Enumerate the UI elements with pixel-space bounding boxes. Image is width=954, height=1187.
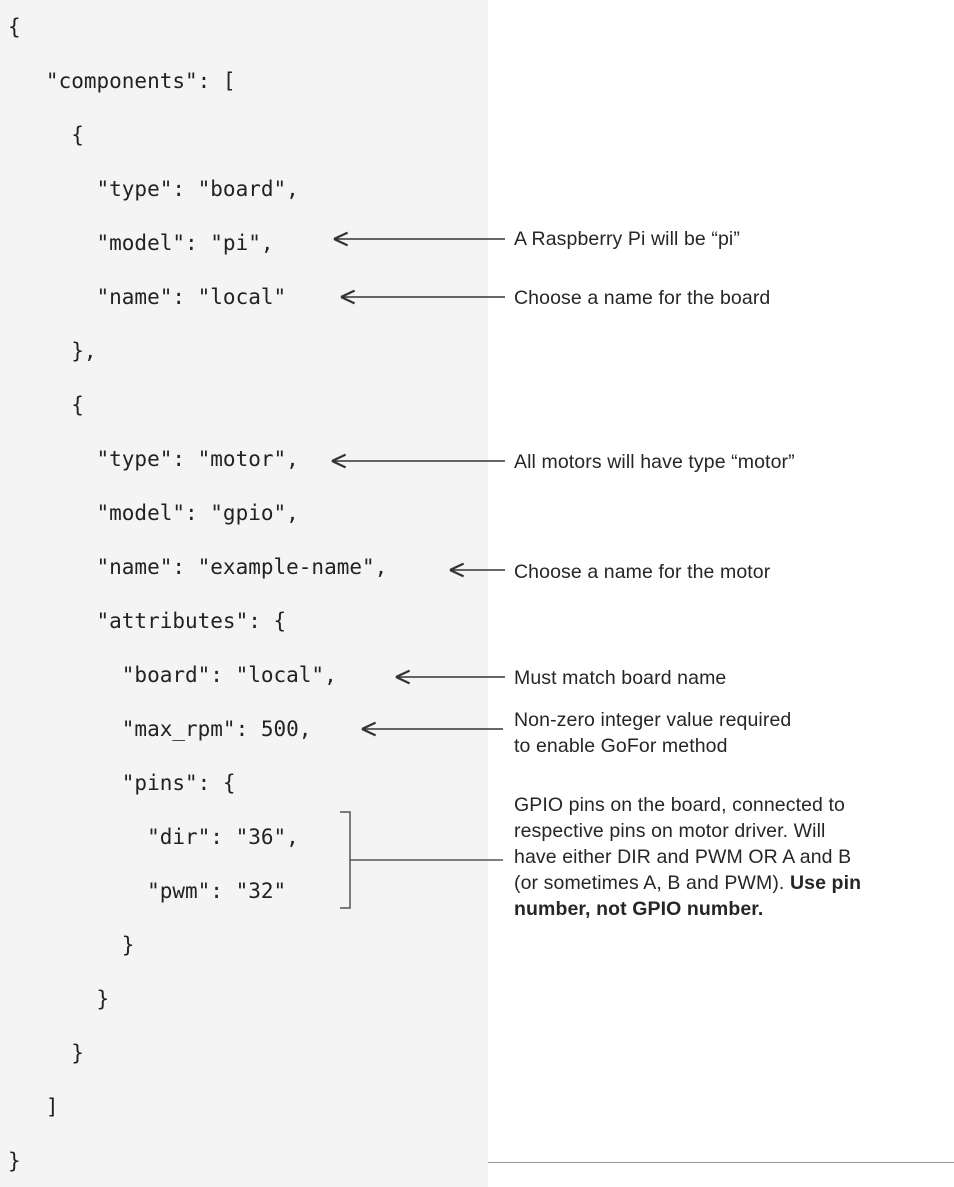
annotation-pins-line4-text: (or sometimes A, B and PWM). (514, 872, 790, 894)
code-line: { (8, 123, 84, 147)
code-line: } (8, 1149, 21, 1173)
code-line: "name": "example-name", (8, 555, 388, 579)
annotation-pins-line1: GPIO pins on the board, connected to (514, 794, 845, 816)
code-line: ] (8, 1095, 59, 1119)
code-line: "name": "local" (8, 285, 287, 309)
code-line: } (8, 1041, 84, 1065)
annotation-pins-line5 (514, 896, 954, 922)
annotation-column (488, 0, 954, 1187)
code-line: } (8, 987, 110, 1011)
code-line: "components": [ (8, 69, 236, 93)
annotation-pins-line4 (514, 870, 954, 896)
code-line: "pins": { (8, 771, 236, 795)
annotation-motor-name: Choose a name for the motor (514, 561, 771, 583)
code-line: "board": "local", (8, 663, 337, 687)
annotation-pins-line2: respective pins on motor driver. Will (514, 820, 826, 842)
bottom-divider (488, 1162, 954, 1163)
annotation-pins-line3: have either DIR and PWM OR A and B (514, 846, 852, 868)
annotation-max-rpm-line1: Non-zero integer value required (514, 709, 792, 731)
code-line: "max_rpm": 500, (8, 717, 312, 741)
annotation-max-rpm-line2: to enable GoFor method (514, 735, 728, 757)
code-line: "model": "pi", (8, 231, 274, 255)
annotation-max-rpm (514, 707, 791, 759)
code-line: "dir": "36", (8, 825, 299, 849)
code-line: }, (8, 339, 97, 363)
code-line: "type": "board", (8, 177, 299, 201)
annotation-board-match: Must match board name (514, 667, 727, 689)
code-line: { (8, 15, 21, 39)
code-line: "type": "motor", (8, 447, 299, 471)
annotation-pins (514, 792, 954, 922)
code-line: "pwm": "32" (8, 879, 287, 903)
code-line: } (8, 933, 135, 957)
annotation-board-name: Choose a name for the board (514, 287, 771, 309)
annotation-type-motor: All motors will have type “motor” (514, 451, 795, 473)
code-line: "attributes": { (8, 609, 287, 633)
annotation-pins-emphasis2: number, not GPIO number. (514, 898, 764, 920)
code-line: { (8, 393, 84, 417)
annotation-pins-emphasis1: Use pin (789, 872, 862, 894)
annotation-model-pi: A Raspberry Pi will be “pi” (514, 228, 740, 250)
code-line: "model": "gpio", (8, 501, 299, 525)
